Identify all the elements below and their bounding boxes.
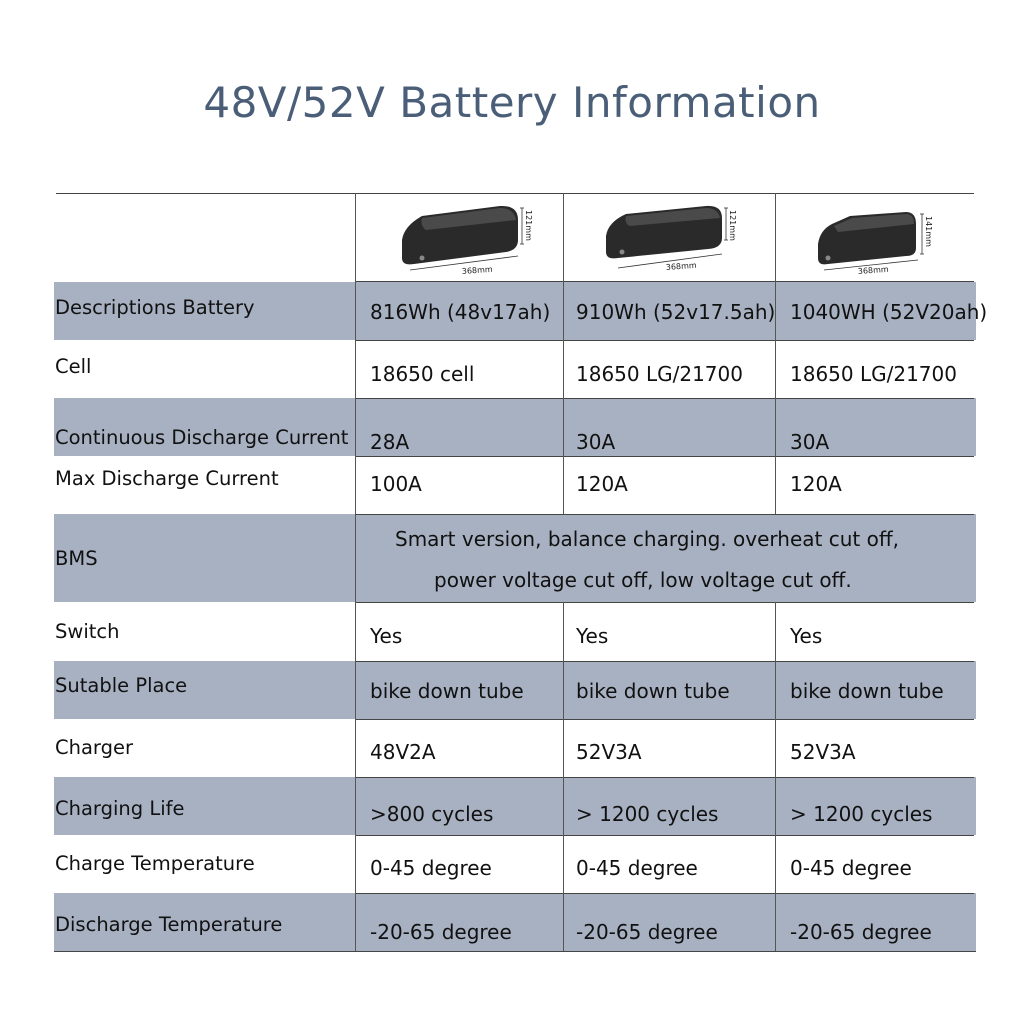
row-label-max-discharge: Max Discharge Current [55, 467, 279, 490]
cell-cell-3: 18650 LG/21700 [790, 362, 957, 386]
cell-charge-temp-1: 0-45 degree [370, 856, 492, 880]
cell-cell-1: 18650 cell [370, 362, 475, 386]
cell-charging-life-1: >800 cycles [370, 802, 494, 826]
cell-charger-1: 48V2A [370, 740, 436, 764]
row-divider [356, 340, 974, 341]
row-label-discharge-temperature: Discharge Temperature [55, 913, 283, 936]
length-dimension: 368mm [665, 260, 697, 272]
row-label-suitable-place: Sutable Place [55, 674, 188, 697]
cell-charge-temp-3: 0-45 degree [790, 856, 912, 880]
battery-icon [606, 206, 722, 258]
length-dimension: 368mm [461, 264, 493, 276]
height-dimension: 121mm [524, 210, 533, 241]
row-divider [356, 281, 974, 282]
battery-image-2 [596, 196, 758, 278]
cell-description-1: 816Wh (48v17ah) [370, 300, 551, 324]
battery-icon [402, 206, 518, 264]
column-divider [775, 193, 776, 514]
row-label-cell: Cell [55, 355, 92, 378]
bms-description-line-2: power voltage cut off, low voltage cut off. [434, 568, 852, 592]
cell-charging-life-3: > 1200 cycles [790, 802, 933, 826]
cell-discharge-temp-2: -20-65 degree [576, 920, 718, 944]
row-label-charger: Charger [55, 736, 133, 759]
row-label-switch: Switch [55, 620, 120, 643]
length-dimension: 368mm [857, 264, 889, 276]
cell-place-1: bike down tube [370, 679, 524, 703]
battery-image-3 [810, 196, 972, 278]
cell-switch-3: Yes [790, 624, 823, 648]
cell-description-2: 910Wh (52v17.5ah) [576, 300, 776, 324]
row-divider [356, 719, 974, 720]
cell-switch-2: Yes [576, 624, 609, 648]
row-label-descriptions: Descriptions Battery [55, 296, 255, 319]
row-label-charge-temperature: Charge Temperature [55, 852, 255, 875]
cell-charger-2: 52V3A [576, 740, 642, 764]
cell-continuous-1: 28A [370, 430, 410, 454]
table-bottom-border [54, 951, 976, 952]
bms-description-line-1: Smart version, balance charging. overheat cut off, [395, 527, 899, 551]
row-divider [356, 893, 974, 894]
row-divider [356, 398, 974, 399]
battery-image-1 [392, 196, 554, 278]
cell-continuous-3: 30A [790, 430, 830, 454]
cell-switch-1: Yes [370, 624, 403, 648]
height-dimension: 141mm [924, 216, 933, 247]
page-title: 48V/52V Battery Information [203, 78, 821, 127]
cell-continuous-2: 30A [576, 430, 616, 454]
row-divider [356, 456, 974, 457]
cell-discharge-temp-3: -20-65 degree [790, 920, 932, 944]
cell-charging-life-2: > 1200 cycles [576, 802, 719, 826]
column-divider [775, 602, 776, 951]
table-top-border [56, 193, 974, 194]
cell-place-2: bike down tube [576, 679, 730, 703]
cell-discharge-temp-1: -20-65 degree [370, 920, 512, 944]
row-divider [356, 661, 974, 662]
row-divider [356, 777, 974, 778]
row-divider [356, 602, 974, 603]
battery-icon [818, 212, 916, 264]
cell-cell-2: 18650 LG/21700 [576, 362, 743, 386]
cell-max-1: 100A [370, 472, 422, 496]
row-label-bms: BMS [55, 547, 98, 570]
row-divider [356, 514, 974, 515]
row-label-charging-life: Charging Life [55, 797, 185, 820]
column-divider [563, 602, 564, 951]
cell-max-2: 120A [576, 472, 628, 496]
cell-max-3: 120A [790, 472, 842, 496]
cell-description-3: 1040WH (52V20ah) [790, 300, 988, 324]
cell-charger-3: 52V3A [790, 740, 856, 764]
column-divider [563, 193, 564, 514]
cell-place-3: bike down tube [790, 679, 944, 703]
row-divider [356, 835, 974, 836]
row-label-continuous-discharge: Continuous Discharge Current [55, 426, 349, 449]
height-dimension: 121mm [728, 210, 737, 241]
cell-charge-temp-2: 0-45 degree [576, 856, 698, 880]
